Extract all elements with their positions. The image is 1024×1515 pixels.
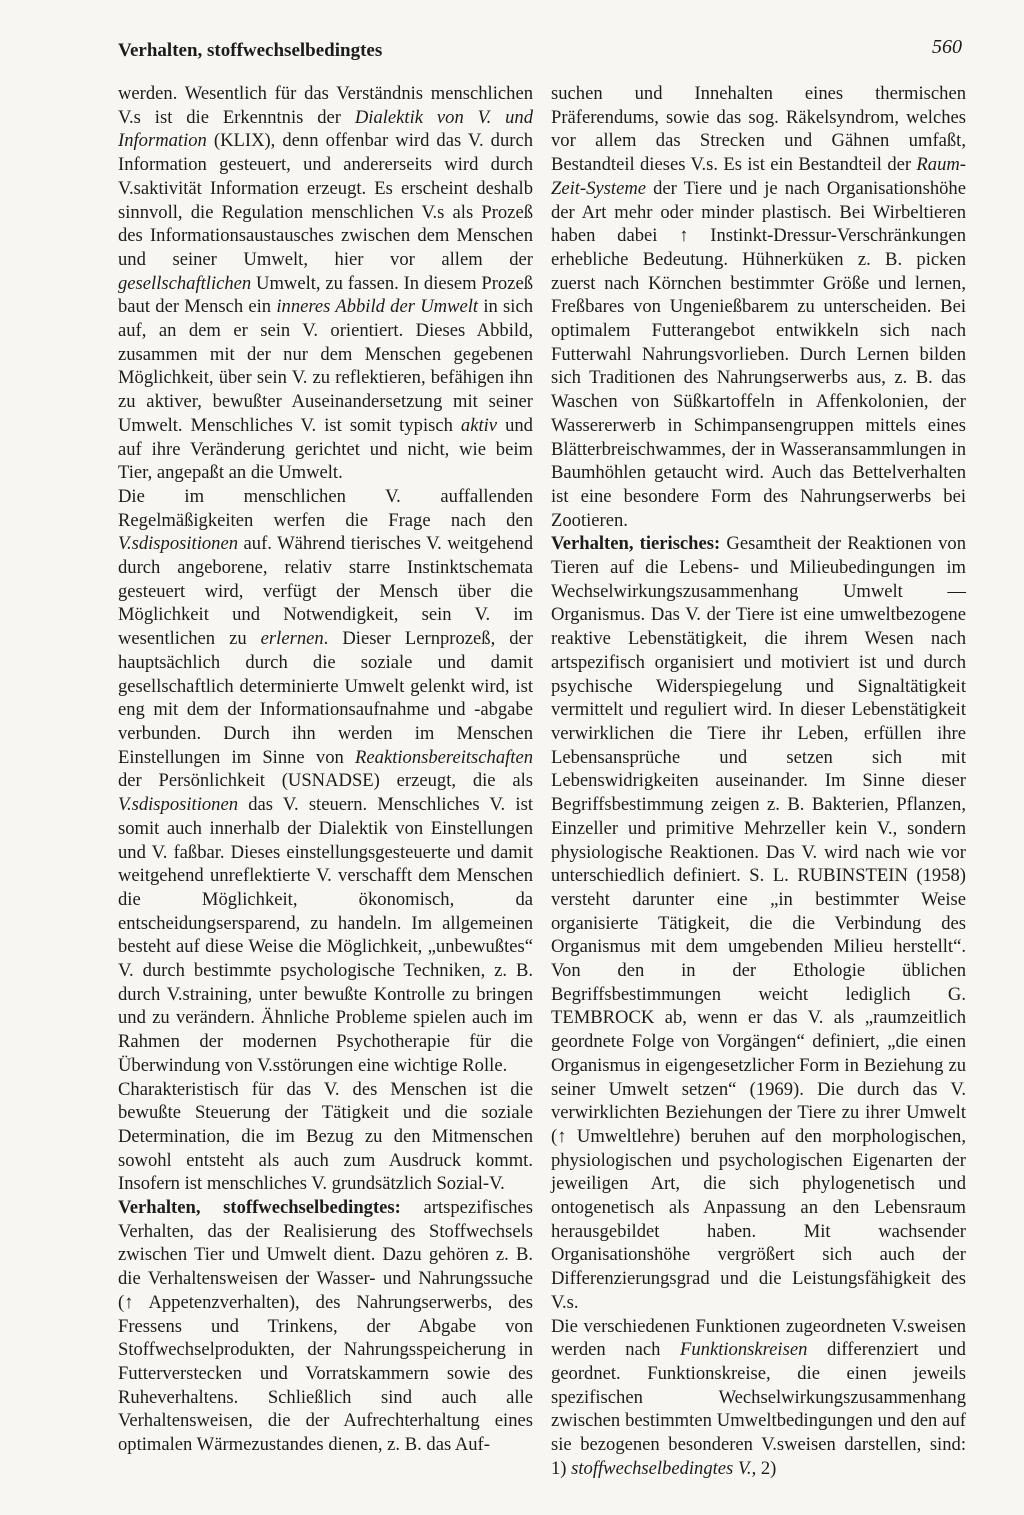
entry-headword: Verhalten, tierisches:: [551, 533, 721, 555]
body-text: der Persönlichkeit (USNADSE) erzeugt, die als: [118, 770, 533, 792]
paragraph: [551, 1315, 966, 1481]
right-column: [551, 82, 966, 1480]
body-text: Umwelt, zu fassen. In diesem Prozeß baut der Mensch ein: [118, 272, 533, 318]
page-number: 560: [932, 36, 962, 58]
emphasis-text: gesellschaftlichen: [118, 272, 252, 294]
paragraph: [551, 82, 966, 532]
body-text: , 2): [751, 1457, 777, 1479]
body-text: suchen und Innehalten eines thermischen Präferendums, sowie das sog. Räkelsyndrom, welches vor allem das Strecken und Gähnen umfaßt, Bestandteil dieses V.s. Es ist ein Bestandteil der: [551, 83, 966, 176]
paragraph: [551, 532, 966, 1314]
emphasis-text: V.sdispositionen: [118, 794, 239, 816]
emphasis-text: Raum-Zeit-Systeme: [551, 154, 966, 199]
body-text: differenziert und geordnet. Funktionskreise, die einen jeweils spezifischen Wechselwirkungszusammenhang zwischen bestimmten Umweltbedingungen und den auf sie bezogenen besonderen V.sweisen darstellen, sind: 1): [551, 1339, 966, 1479]
paragraph: [118, 1196, 533, 1457]
entry-headword: Verhalten, stoffwechselbedingtes:: [118, 1197, 401, 1219]
emphasis-text: Funktionskreisen: [680, 1339, 808, 1361]
emphasis-text: aktiv: [460, 414, 498, 436]
body-text: werden. Wesentlich für das Verständnis menschlichen V.s ist die Erkenntnis der: [118, 83, 533, 128]
body-text: Die im menschlichen V. auffallenden Regelmäßigkeiten werfen die Frage nach den: [118, 485, 533, 531]
emphasis-text: V.sdispositionen: [118, 533, 239, 555]
running-head: Verhalten, stoffwechselbedingtes: [118, 40, 383, 61]
paragraph: [118, 485, 533, 1078]
body-text: artspezifisches Verhalten, das der Realisierung des Stoffwechsels zwischen Tier und Umwelt dient. Dazu gehören z. B. die Verhaltensweisen der Wasser- und Nahrungssuche (↑ Appetenzverhalten), des Nahrungserwerbs, des Fressens und Trinkens, der Abgabe von Stoffwechselprodukten, der Nahrungsspeicherung in Futterverstecken und Vorratskammern sowie des Ruheverhaltens. Schließlich sind auch alle Verhaltensweisen, die der Aufrechterhaltung eines optimalen Wärmezustandes dienen, z. B. das Auf-: [118, 1197, 533, 1456]
body-text: (KLIX), denn offenbar wird das V. durch Information gesteuert, und andererseits wird durch V.saktivität Information erzeugt. Es erscheint deshalb sinnvoll, die Regulation menschlichen V.s als Prozeß des Informationsaustausches zwischen dem Menschen und seiner Umwelt, hier vor allem der: [118, 130, 533, 270]
body-text: auf. Während tierisches V. weitgehend durch angeborene, relativ starre Instinktschemata gesteuert wird, verfügt der Mensch über die Möglichkeit und Notwendigkeit, sein V. im wesentlichen zu: [118, 533, 533, 650]
paragraph: [118, 1078, 533, 1197]
emphasis-text: Dialektik von V. und Information: [118, 106, 533, 152]
body-text: Gesamtheit der Reaktionen von Tieren auf die Lebens- und Milieubedingungen im Wechselwirkungszusammenhang Umwelt — Organismus. Das V. der Tiere ist eine umweltbezogene reaktive Lebenstätigkeit, die ihrem Wesen nach artspezifisch organisiert und motiviert ist und durch psychische Widerspiegelung und Signaltätigkeit vermittelt und reguliert wird. In dieser Lebenstätigkeit verwirklichen die Tiere ihr Leben, erfüllen ihre Lebensansprüche und setzen sich mit Lebenswidrigkeiten auseinander. Im Sinne dieser Begriffsbestimmung zeigen z. B. Bakterien, Pflanzen, Einzeller und primitive Mehrzeller kein V., sondern physiologische Reaktionen. Das V. wird nach wie vor unterschiedlich definiert. S. L. RUBINSTEIN (1958) versteht darunter eine „in bestimmter Weise organisierte Tätigkeit, die die Verbindung des Organismus mit dem umgebenden Milieu herstellt“. Von den in der Ethologie üblichen Begriffsbestimmungen weicht lediglich G. TEMBROCK ab, wenn er das V. als „raumzeitlich geordnete Folge von Vorgängen“ definiert, „die einen Organismus in eigengesetzlicher Form in Beziehung zu seiner Umwelt setzen“ (1969). Die durch das V. verwirklichten Beziehungen der Tiere zu ihrer Umwelt (↑ Umweltlehre) beruhen auf den morphologischen, physiologischen und psychologischen Eigenarten der jeweiligen Art, die sich phylogenetisch und ontogenetisch als Anpassung an den Lebensraum herausgebildet haben. Mit wachsender Organisationshöhe vergrößert sich auch der Differenzierungsgrad und die Leistungsfähigkeit des V.s.: [551, 533, 966, 1313]
paragraph: [118, 82, 533, 485]
emphasis-text: inneres Abbild der Umwelt: [276, 296, 479, 318]
emphasis-text: stoffwechselbedingtes V.: [571, 1457, 752, 1479]
left-column: [118, 82, 533, 1457]
emphasis-text: Reaktionsbereitschaften: [355, 746, 533, 768]
body-text: der Tiere und je nach Organisationshöhe der Art mehr oder minder plastisch. Bei Wirbeltieren haben dabei ↑ Instinkt-Dressur-Verschränkungen erhebliche Bedeutung. Hühnerküken z. B. picken zuerst nach Körnchen bestimmter Größe und lernen, Freßbares von Ungenießbarem zu unterscheiden. Bei optimalem Futterangebot entwikkeln sich nach Futterwahl Nahrungsvorlieben. Durch Lernen bilden sich Traditionen des Nahrungserwerbs aus, z. B. das Waschen von Süßkartoffeln in Affenkolonien, der Wassererwerb in Schimpansengruppen mittels eines Blätterbreischwammes, der in Wasseransammlungen in Baumhöhlen getaucht wird. Auch das Bettelverhalten ist eine besondere Form des Nahrungserwerbs bei Zootieren.: [551, 177, 966, 531]
body-text: Die verschiedenen Funktionen zugeordneten V.sweisen werden nach: [551, 1315, 966, 1361]
emphasis-text: erlernen: [260, 628, 324, 650]
body-text: Charakteristisch für das V. des Menschen ist die bewußte Steuerung der Tätigkeit und die soziale Determination, die im Bezug zu den Mitmenschen sowohl entsteht als auch zum Ausdruck kommt. Insofern ist menschliches V. grundsätzlich Sozial-V.: [118, 1078, 533, 1195]
body-text: . Dieser Lernprozeß, der hauptsächlich durch die soziale und damit gesellschaftlich determinierte Umwelt gelenkt wird, ist eng mit dem der Informationsaufnahme und -abgabe verbunden. Durch ihn werden im Menschen Einstellungen im Sinne von: [118, 628, 533, 768]
body-text: in sich auf, an dem er sein V. orientiert. Dieses Abbild, zusammen mit der nur dem Menschen gegebenen Möglichkeit, über sein V. zu reflektieren, befähigen ihn zu aktiver, bewußter Auseinandersetzung mit seiner Umwelt. Menschliches V. ist somit typisch: [118, 296, 533, 436]
body-text: und auf ihre Veränderung gerichtet und nicht, wie beim Tier, angepaßt an die Umwelt.: [118, 414, 533, 484]
body-text: das V. steuern. Menschliches V. ist somit auch innerhalb der Dialektik von Einstellungen und V. faßbar. Dieses einstellungsgesteuerte und damit weitgehend unreflektierte V. verschafft dem Menschen die Möglichkeit, ökonomisch, da entscheidungsersparend, zu handeln. Im allgemeinen besteht auf diese Weise die Möglichkeit, „unbewußtes“ V. durch bestimmte psychologische Techniken, z. B. durch V.straining, unter bewußte Kontrolle zu bringen und zu verändern. Ähnliche Probleme spielen auch im Rahmen der modernen Psychotherapie für die Überwindung von V.sstörungen eine wichtige Rolle.: [118, 794, 533, 1076]
